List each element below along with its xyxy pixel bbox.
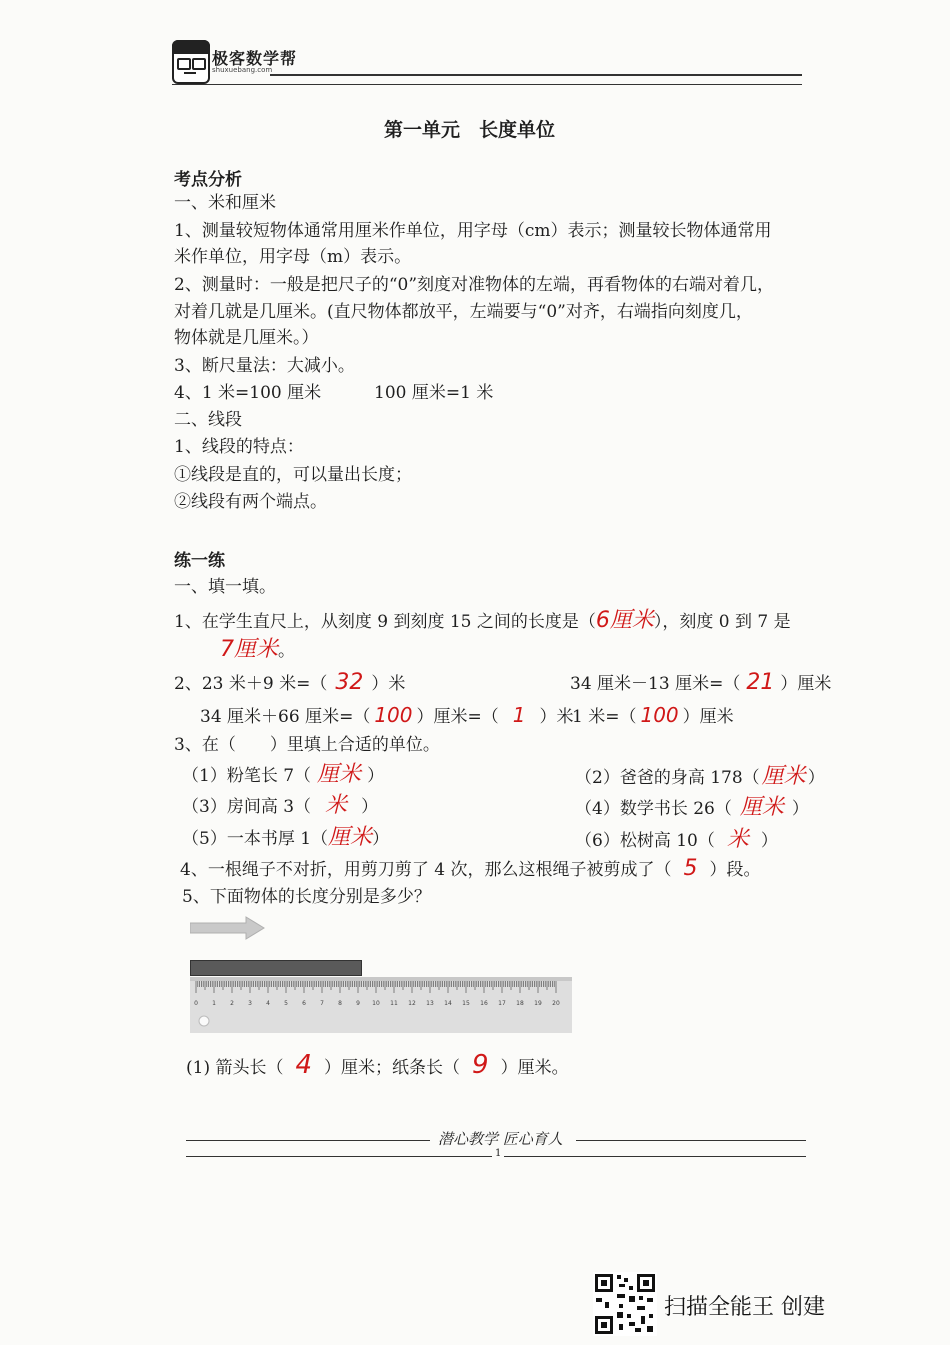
q3-item-close: ） [807, 768, 825, 788]
q3-item-close: ） [760, 831, 778, 851]
q2-d [572, 702, 734, 730]
q4-text: 4、一根绳子不对折，用剪刀剪了 4 次，那么这根绳子被剪成了（ [180, 860, 672, 880]
q2-c-unit: ）米 [539, 707, 574, 727]
ruler-tick-label: 10 [372, 1000, 380, 1007]
footer-motto: 潜心教学 匠心育人 [438, 1130, 563, 1148]
q5-ans-text-b: ）厘米；纸条长（ [324, 1058, 461, 1078]
q3-text: 3、在（ ）里填上合适的单位。 [174, 735, 440, 755]
q1-text-a: 1、在学生直尺上，从刻度 9 到刻度 15 之间的长度是（ [174, 612, 596, 632]
q4-answer: 5 [683, 856, 698, 881]
q3-item-label: （2）爸爸的身高 178（ [575, 768, 760, 788]
q2-b [570, 670, 831, 697]
analysis-line: 1、线段的特点： [174, 437, 304, 457]
q5-text: 5、下面物体的长度分别是多少？ [182, 887, 431, 907]
logo-text: 极客数学帮 [212, 49, 298, 68]
q2-d-unit: ）厘米 [682, 707, 734, 727]
analysis-line: 物体就是几厘米。） [174, 328, 319, 348]
q3-item-answer: 厘米 [761, 764, 806, 789]
analysis-line: ①线段是直的，可以量出长度； [174, 465, 412, 485]
q3-item-answer: 米 [726, 827, 749, 852]
q4 [180, 856, 760, 883]
q2-c [200, 702, 574, 730]
q5-answer-strip: 9 [472, 1050, 489, 1080]
q5-answer-arrow: 4 [295, 1050, 313, 1080]
q3-item-close: ） [367, 766, 385, 786]
analysis-line: 3、断尺量法：大减小。 [174, 356, 355, 376]
analysis-heading: 考点分析 [174, 170, 242, 190]
ruler-tick-label: 13 [426, 1000, 434, 1007]
q2-c-text: 34 厘米＋66 厘米=（ [200, 707, 371, 727]
footer-rule-right [576, 1140, 806, 1141]
q2-c-answer1: 100 [374, 703, 413, 727]
page-number: 1 [492, 1148, 504, 1159]
ruler-tick-label: 11 [390, 1000, 398, 1007]
ruler-tick-label: 5 [284, 1000, 288, 1007]
ruler-tick-label: 17 [498, 1000, 506, 1007]
practice-heading: 练一练 [174, 551, 225, 571]
ruler-tick-label: 9 [356, 1000, 360, 1007]
q3-item [575, 764, 825, 791]
header-rule-thick [270, 74, 802, 76]
analysis-line: 4、1 米=100 厘米 [174, 383, 322, 403]
q5-ans-text-c: ）厘米。 [500, 1058, 569, 1078]
q2-c-answer2: 1 [512, 703, 526, 727]
arrow-figure [190, 916, 270, 940]
analysis-line: 2、测量时：一般是把尺子的“0”刻度对准物体的左端，再看物体的右端对着几， [174, 275, 775, 295]
ruler [190, 977, 572, 1033]
q3-item-answer: 厘米 [328, 825, 373, 850]
analysis-line: 1、测量较短物体通常用厘米作单位，用字母（cm）表示；测量较长物体通常用 [174, 221, 772, 241]
ruler-tick-label: 18 [516, 1000, 524, 1007]
ruler-tick-label: 14 [444, 1000, 452, 1007]
q1-text-c: 。 [278, 641, 295, 661]
ruler-tick-label: 20 [552, 1000, 560, 1007]
analysis-line: 100 厘米=1 米 [374, 383, 494, 403]
ruler-tick-label: 19 [534, 1000, 542, 1007]
q1-answer-a: 6厘米 [595, 608, 654, 633]
q5-ans-text-a: (1) 箭头长（ [186, 1058, 284, 1078]
logo-url: shuxuebang.com [212, 66, 273, 74]
ruler-tick-label: 6 [302, 1000, 306, 1007]
q3-item-answer: 米 [325, 793, 348, 818]
analysis-line: 二、线段 [174, 410, 242, 430]
arrow-icon [190, 917, 264, 939]
analysis-line: 米作单位，用字母（m）表示。 [174, 247, 412, 267]
qr-code-icon [593, 1272, 657, 1336]
ruler-tick-label: 0 [194, 1000, 198, 1007]
ruler-tick-label: 7 [320, 1000, 324, 1007]
q2-a [174, 670, 405, 697]
q3-item [575, 827, 778, 854]
ruler-tick-label: 3 [248, 1000, 252, 1007]
q2-d-text: 1 米=（ [572, 707, 637, 727]
q3-item [575, 795, 809, 822]
q3-item-close: ） [791, 799, 809, 819]
q3-item-label: （4）数学书长 26（ [575, 799, 732, 819]
q4-close: ）段。 [709, 860, 761, 880]
analysis-line: 对着几就是几厘米。(直尺物体都放平，左端要与“0”对齐，右端指向刻度几， [174, 302, 753, 322]
logo-face-icon [172, 40, 210, 84]
q3-item-close: ） [361, 797, 379, 817]
ruler-tick-label: 8 [338, 1000, 342, 1007]
q3-item [182, 793, 378, 820]
q3-item-answer: 厘米 [317, 762, 362, 787]
footer-rule-left [186, 1140, 430, 1141]
q2-b-text: 34 厘米－13 厘米=（ [570, 674, 741, 694]
q1-answer-b: 7厘米 [220, 637, 278, 662]
ruler-tick-label: 2 [230, 1000, 234, 1007]
q3-item-close: ） [372, 829, 390, 849]
q1-text-b: ），刻度 0 到 7 是 [653, 612, 791, 632]
q3-item-answer: 厘米 [739, 795, 784, 820]
analysis-line: 一、米和厘米 [174, 193, 276, 213]
q2-b-answer: 21 [746, 670, 775, 695]
ruler-tick-label: 1 [212, 1000, 216, 1007]
section-fill-heading: 一、填一填。 [174, 577, 276, 597]
ruler-tick-label: 4 [266, 1000, 270, 1007]
q2-a-unit: ）米 [371, 674, 406, 694]
ruler-tick-label: 12 [408, 1000, 416, 1007]
ruler-tick-label: 16 [480, 1000, 488, 1007]
q2-a-answer: 32 [335, 670, 364, 695]
q2-c-mid: ）厘米=（ [416, 707, 499, 727]
q3-item-label: （3）房间高 3（ [182, 797, 312, 817]
header-rule-thin [172, 84, 802, 85]
q1-text-line2 [220, 637, 295, 664]
paper-strip [190, 960, 362, 976]
q2-b-unit: ）厘米 [780, 674, 832, 694]
q2-d-answer: 100 [640, 703, 679, 727]
page-title: 第一单元 长度单位 [384, 119, 556, 141]
q3-item [182, 762, 384, 789]
scanner-label: 扫描全能王 创建 [664, 1295, 825, 1320]
q3-item-label: （6）松树高 10（ [575, 831, 715, 851]
q5-answers [186, 1052, 569, 1081]
q3-item-label: （1）粉笔长 7（ [182, 766, 312, 786]
q1-text [174, 608, 791, 635]
ruler-tick-label: 15 [462, 1000, 470, 1007]
q3-item [182, 825, 389, 852]
analysis-line: ②线段有两个端点。 [174, 492, 327, 512]
q3-item-label: （5）一本书厚 1（ [182, 829, 329, 849]
q2-a-text: 2、23 米＋9 米=（ [174, 674, 328, 694]
